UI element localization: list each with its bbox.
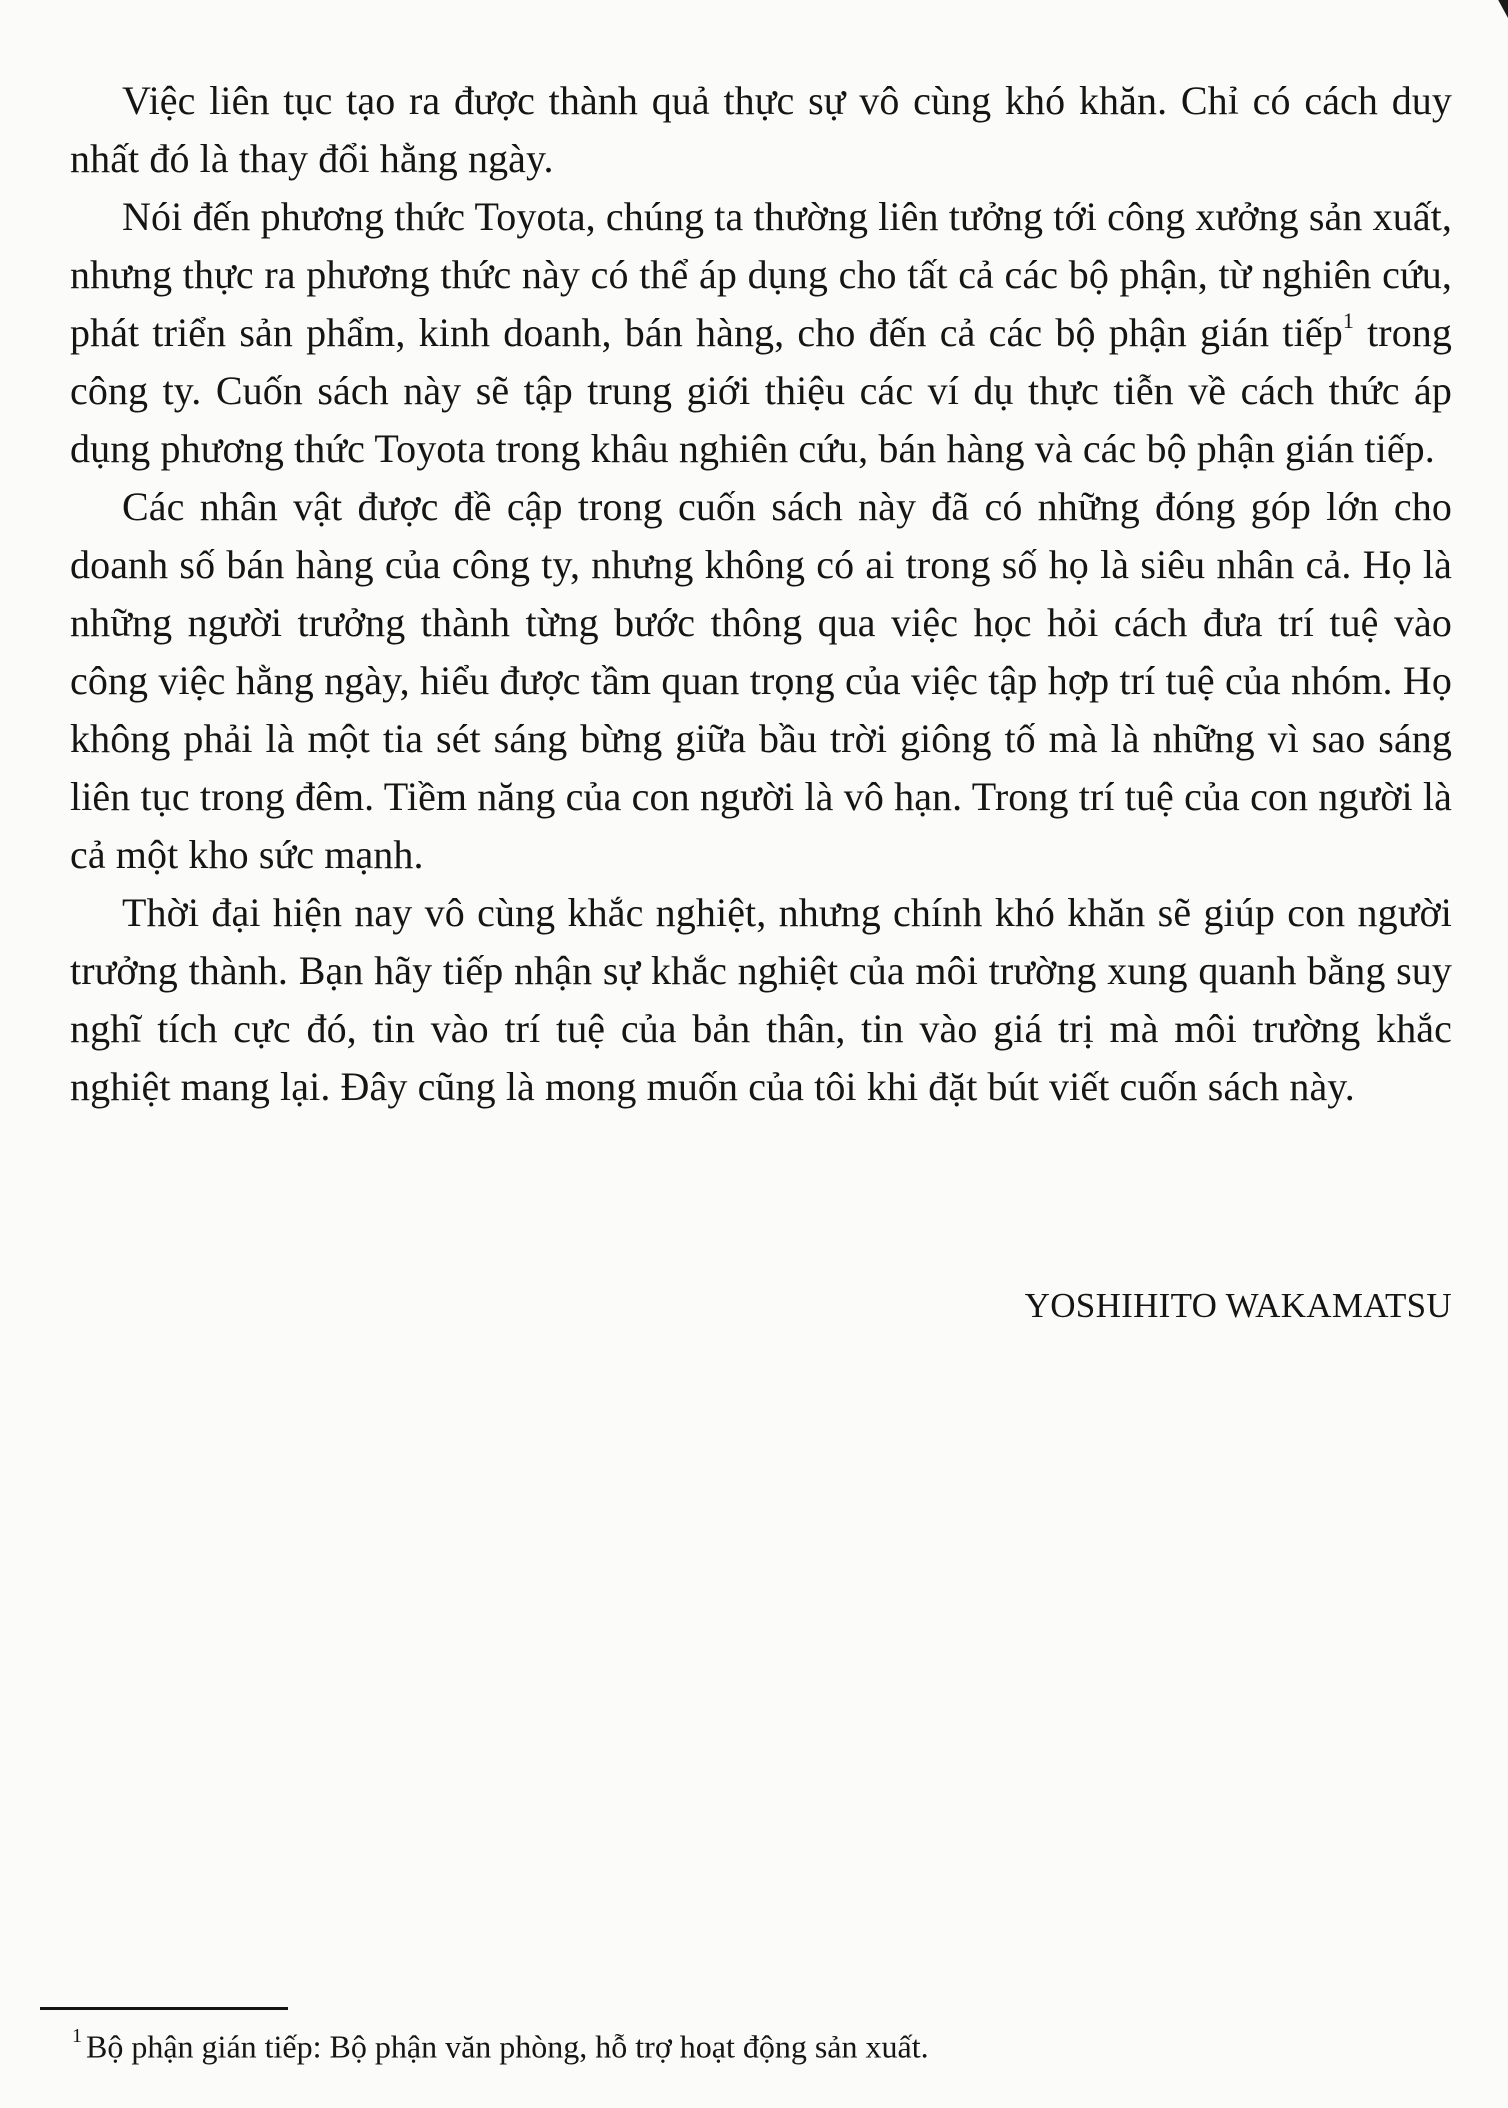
- paragraph-4: Thời đại hiện nay vô cùng khắc nghiệt, nhưng chính khó khăn sẽ giúp con người trưởng thành. Bạn hãy tiếp nhận sự khắc nghiệt của môi trường xung quanh bằng suy nghĩ tích cực đó, tin vào trí tuệ của bản thân, tin vào giá trị mà môi trường khắc nghiệt mang lại. Đây cũng là mong muốn của tôi khi đặt bút viết cuốn sách này.: [70, 890, 1452, 1109]
- footnote-reference: 1: [1342, 307, 1354, 333]
- footnote-divider: [40, 2007, 288, 2010]
- body-text: [70, 72, 1452, 1116]
- footnote: [72, 2018, 929, 2069]
- footnote-number: 1: [72, 2025, 82, 2047]
- paragraph-2-part-1: Nói đến phương thức Toyota, chúng ta thường liên tưởng tới công xưởng sản xuất, nhưng thực ra phương thức này có thể áp dụng cho tất cả các bộ phận, từ nghiên cứu, phát triển sản phẩm, kinh doanh, bán hàng, cho đến cả các bộ phận gián tiếp: [70, 194, 1452, 355]
- footnote-text: Bộ phận gián tiếp: Bộ phận văn phòng, hỗ trợ hoạt động sản xuất.: [86, 2028, 929, 2065]
- paragraph-1: Việc liên tục tạo ra được thành quả thực sự vô cùng khó khăn. Chỉ có cách duy nhất đó là thay đổi hằng ngày.: [70, 78, 1452, 181]
- paragraph-2-part-2: trong công ty. Cuốn sách này sẽ tập trung giới thiệu các ví dụ thực tiễn về cách thức áp dụng phương thức Toyota trong khâu nghiên cứu, bán hàng và các bộ phận gián tiếp.: [70, 310, 1453, 471]
- page-corner-mark: [1494, 0, 1508, 18]
- author-signature: YOSHIHITO WAKAMATSU: [1024, 1286, 1452, 1325]
- paragraph-2: [70, 188, 1452, 478]
- paragraph-3: Các nhân vật được đề cập trong cuốn sách này đã có những đóng góp lớn cho doanh số bán hàng của công ty, nhưng không có ai trong số họ là siêu nhân cả. Họ là những người trưởng thành từng bước thông qua việc học hỏi cách đưa trí tuệ vào công việc hằng ngày, hiểu được tầm quan trọng của việc tập hợp trí tuệ của nhóm. Họ không phải là một tia sét sáng bừng giữa bầu trời giông tố mà là những vì sao sáng liên tục trong đêm. Tiềm năng của con người là vô hạn. Trong trí tuệ của con người là cả một kho sức mạnh.: [70, 484, 1452, 877]
